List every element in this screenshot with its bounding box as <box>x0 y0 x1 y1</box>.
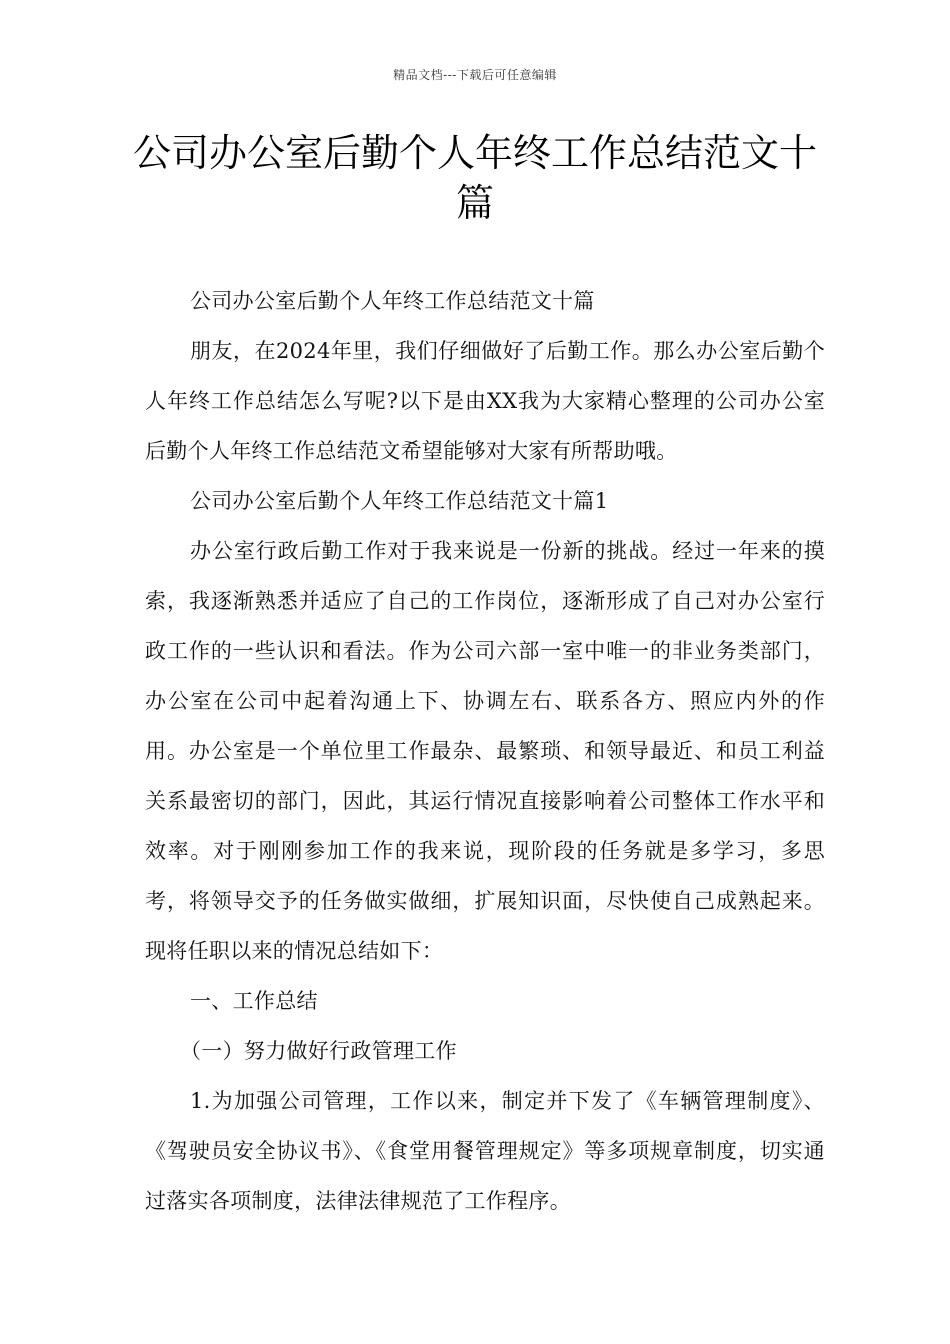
body-paragraph-repeat-title: 公司办公室后勤个人年终工作总结范文十篇 <box>190 289 595 313</box>
document-title: 公司办公室后勤个人年终工作总结范文十篇 <box>132 131 817 225</box>
subsection-heading: （一）努力做好行政管理工作 <box>180 1039 457 1063</box>
body-paragraph-item-1: 1.为加强公司管理，工作以来，制定并下发了《车辆管理制度》、《驾驶员安全协议书》、《食堂用餐管理规定》等多项规章制度，切实通过落实各项制度，法律法律规范了工作程序。 <box>145 1089 825 1213</box>
document-body <box>145 276 825 1226</box>
body-paragraph-section-title: 公司办公室后勤个人年终工作总结范文十篇1 <box>190 489 609 513</box>
section-heading: 一、工作总结 <box>190 989 318 1013</box>
header-note: 精品文档---下载后可任意编辑 <box>393 68 557 82</box>
body-paragraph-main: 办公室行政后勤工作对于我来说是一份新的挑战。经过一年来的摸索，我逐渐熟悉并适应了自己的工作岗位，逐渐形成了自己对办公室行政工作的一些认识和看法。作为公司六部一室中唯一的非业务类部门，办公室在公司中起着沟通上下、协调左右、联系各方、照应内外的作用。办公室是一个单位里工作最杂、最繁琐、和领导最近、和员工利益关系最密切的部门，因此，其运行情况直接影响着公司整体工作水平和效率。对于刚刚参加工作的我来说，现阶段的任务就是多学习，多思考，将领导交予的任务做实做细，扩展知识面，尽快使自己成熟起来。现将任职以来的情况总结如下： <box>145 539 825 963</box>
body-paragraph-intro: 朋友，在2024年里，我们仔细做好了后勤工作。那么办公室后勤个人年终工作总结怎么写呢?以下是由XX我为大家精心整理的公司办公室后勤个人年终工作总结范文希望能够对大家有所帮助哦。 <box>145 339 825 463</box>
